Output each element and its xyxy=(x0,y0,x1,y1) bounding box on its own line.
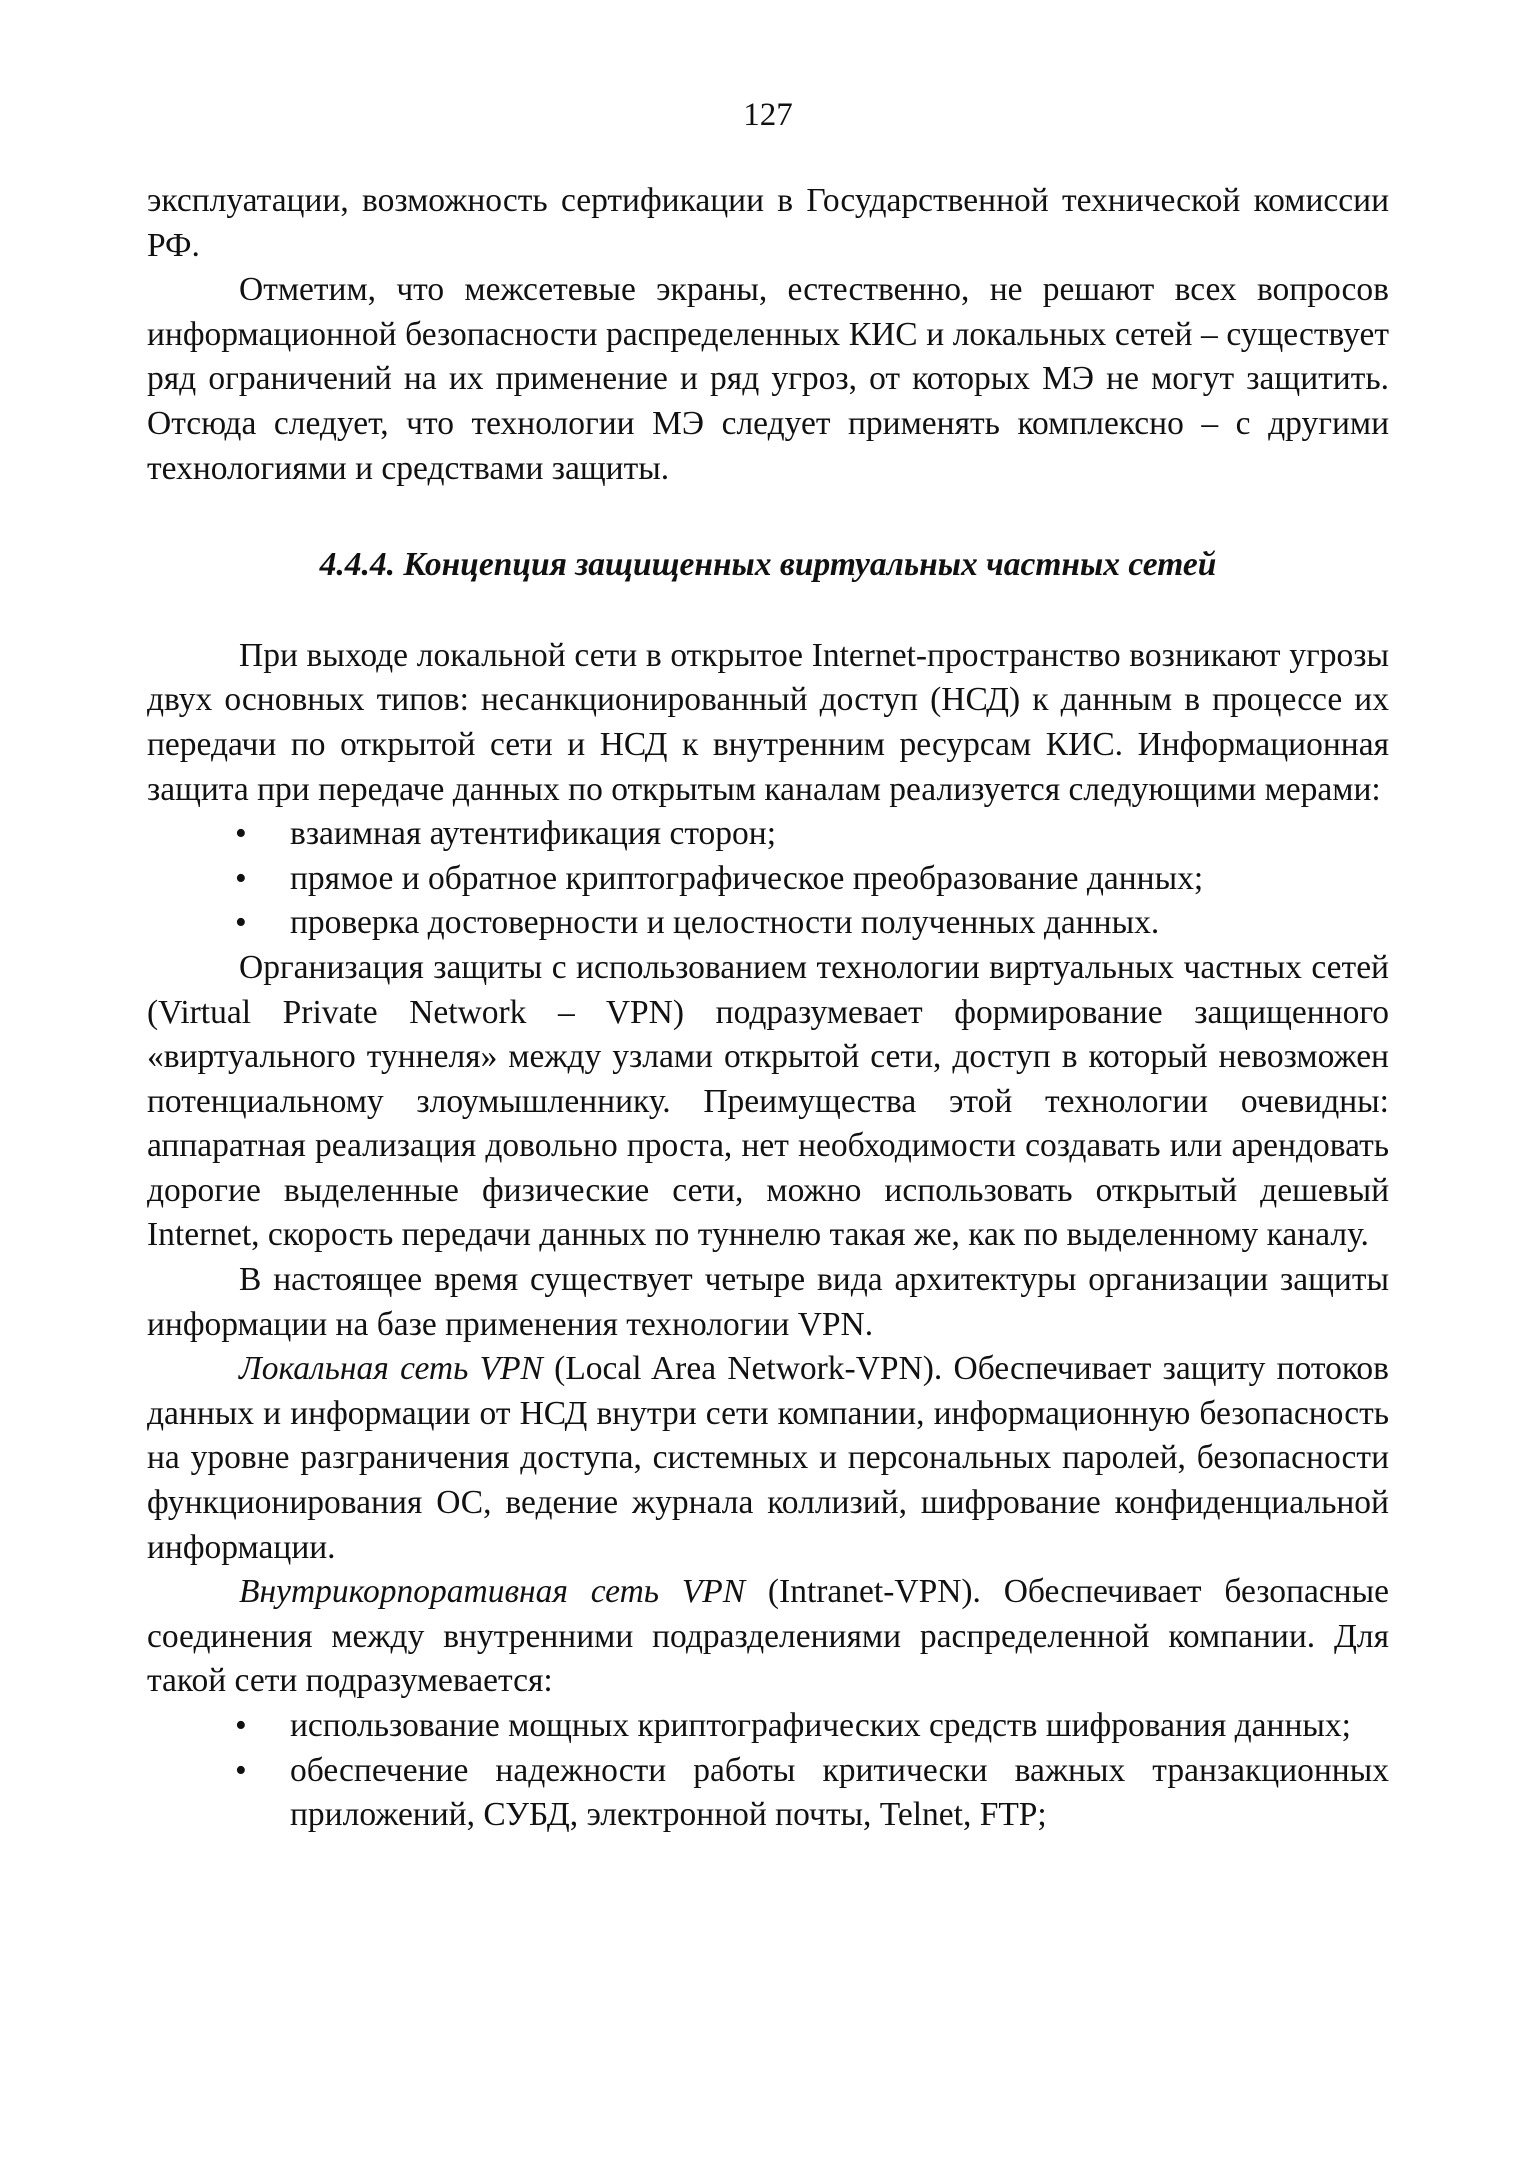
bullet-icon: • xyxy=(235,859,247,897)
paragraph-threats: При выходе локальной сети в открытое Internet-пространство возникают угрозы двух основных типов: несанкционированный доступ (НСД) к данным в процессе их передачи по открытой сети и НСД к внутренним ресурсам КИС. Информационная защита при передаче данных по открытым каналам реализуется следующими мерами: xyxy=(147,636,1389,808)
paragraph-firewall-limits: Отметим, что межсетевые экраны, естественно, не решают всех вопросов информационной безопасности распределенных КИС и локальных сетей – существует ряд ограничений на их применение и ряд угроз, от которых МЭ не могут защитить. Отсюда следует, что технологии МЭ следует применять комплексно – с другими технологиями и средствами защиты. xyxy=(147,271,1389,487)
bullet-icon: • xyxy=(235,904,247,942)
term-lan-vpn: Локальная сеть VPN xyxy=(239,1350,543,1388)
list-item-text: взаимная аутентификация сторон; xyxy=(290,815,777,853)
paragraph-continuation: эксплуатации, возможность сертификации в Государственной технической комиссии РФ. xyxy=(147,182,1389,264)
list-item-text: использование мощных криптографических средств шифрования данных; xyxy=(290,1707,1351,1744)
bullet-icon: • xyxy=(235,1707,247,1744)
term-intranet-vpn: Внутрикорпоративная сеть VPN xyxy=(239,1573,746,1611)
list-item-text: обеспечение надежности работы критически важных транзакционных приложений, СУБД, электронной почты, Telnet, FTP; xyxy=(290,1751,1389,1834)
list-item xyxy=(147,901,1389,946)
bullet-icon: • xyxy=(235,1751,247,1789)
paragraph-vpn-concept: Организация защиты с использованием технологии виртуальных частных сетей (Virtual Private Network – VPN) подразумевает формирование защищенного «виртуального туннеля» между узлами открытой сети, доступ в который невозможен потенциальному злоумышленнику. Преимущества этой технологии очевидны: аппаратная реализация довольно проста, нет необходимости создавать или арендовать дорогие выделенные физические сети, можно использовать открытый дешевый Internet, скорость передачи данных по туннелю такая же, как по выделенному каналу. xyxy=(147,948,1389,1254)
page-number: 127 xyxy=(743,97,793,133)
paragraph-intranet-vpn xyxy=(147,1570,1389,1704)
list-item xyxy=(147,1749,1389,1838)
lan-vpn-text: (Local Area Network-VPN). Обеспечивает защиту потоков данных и информации от НСД внутри сети компании, информационную безопасность на уровне разграничения доступа, системных и персональных паролей, безопасности функционирования ОС, ведение журнала коллизий, шифрование конфиденциальной информации. xyxy=(147,1350,1389,1566)
list-item-text: проверка достоверности и целостности полученных данных. xyxy=(290,904,1160,942)
bullet-icon: • xyxy=(235,815,247,853)
list-item-text: прямое и обратное криптографическое преобразование данных; xyxy=(290,859,1204,897)
list-item xyxy=(147,857,1389,902)
paragraph-vpn-architectures: В настоящее время существует четыре вида архитектуры организации защиты информации на базе применения технологии VPN. xyxy=(147,1261,1389,1343)
book-page xyxy=(147,95,1389,1838)
paragraph-lan-vpn xyxy=(147,1347,1389,1570)
list-item xyxy=(147,1704,1389,1749)
protection-measures-list xyxy=(147,812,1389,946)
section-heading: 4.4.4. Концепция защищенных виртуальных частных сетей xyxy=(319,546,1217,584)
intranet-requirements-list xyxy=(147,1704,1389,1838)
intranet-vpn-text: (Intranet-VPN). Обеспечивает безопасные соединения между внутренними подразделениями распределенной компании. Для такой сети подразумевается: xyxy=(147,1573,1389,1700)
list-item xyxy=(147,812,1389,857)
